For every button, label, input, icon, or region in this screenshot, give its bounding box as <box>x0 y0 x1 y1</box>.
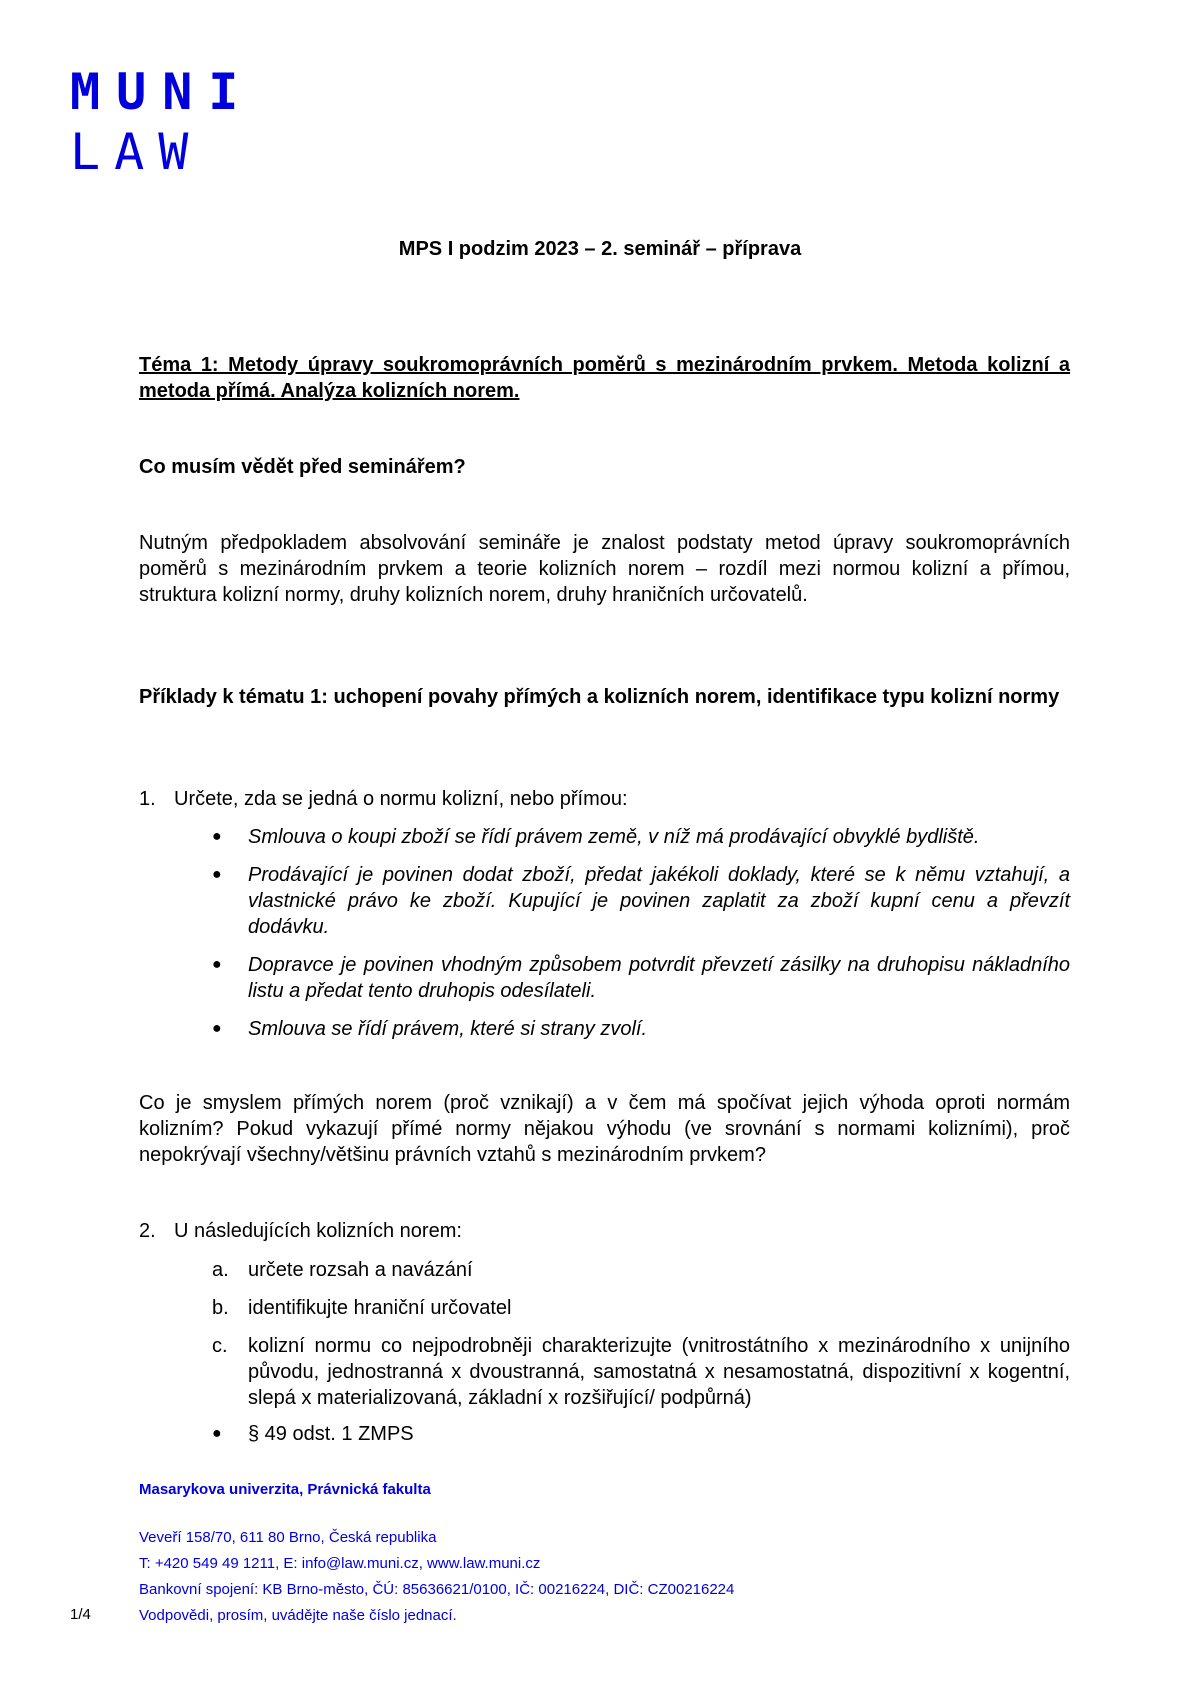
examples-heading: Příklady k tématu 1: uchopení povahy přímých a kolizních norem, identifikace typu kolizní normy <box>139 686 1060 708</box>
page-number: 1/4 <box>70 1606 91 1623</box>
task-1-text: Určete, zda se jedná o normu kolizní, nebo přímou: <box>174 788 628 810</box>
task-2-number: 2. <box>139 1220 156 1242</box>
bullet-icon: ● <box>212 1425 222 1442</box>
task-1-number: 1. <box>139 788 156 810</box>
bullet-icon: ● <box>212 1020 222 1037</box>
task-2-item-letter: c. <box>212 1335 228 1357</box>
task-2-item-text: určete rozsah a navázání <box>248 1259 473 1281</box>
intro-paragraph: Nutným předpokladem absolvování semináře je znalost podstaty metod úpravy soukromoprávních poměrů s mezinárodním prvkem a teorie kolizních norem – rozdíl mezi normou kolizní a přímou, struktura kolizní normy, druhy kolizních norem, druhy hraničních určovatelů. <box>139 532 1070 606</box>
task-1-bullet: Prodávající je povinen dodat zboží, předat jakékoli doklady, které se k němu vztahují, a vlastnické právo ke zboží. Kupující je povinen zaplatit za zboží kupní cenu a převzít dodávku. <box>248 864 1070 938</box>
task-1-bullet: Smlouva se řídí právem, které si strany zvolí. <box>248 1018 648 1040</box>
paragraph-direct-norms: Co je smyslem přímých norem (proč vznikají) a v čem má spočívat jejich výhoda oproti normám kolizním? Pokud vykazují přímé normy nějakou výhodu (ve srovnání s normami kolizními), proč nepokrývají všechny/většinu právních vztahů s mezinárodním prvkem? <box>139 1092 1070 1166</box>
topic-heading: Téma 1: Metody úpravy soukromoprávních poměrů s mezinárodním prvkem. Metoda kolizní a metoda přímá. Analýza kolizních norem. <box>139 354 1070 402</box>
task-2-text: U následujících kolizních norem: <box>174 1220 462 1242</box>
muni-law-logo <box>70 62 254 182</box>
task-2-item-letter: b. <box>212 1297 229 1319</box>
task-2-item-letter: a. <box>212 1259 229 1281</box>
task-1-bullet: Dopravce je povinen vhodným způsobem potvrdit převzetí zásilky na druhopisu nákladního listu a předat tento druhopis odesílateli. <box>248 954 1070 1002</box>
logo-law: LAW <box>70 123 203 181</box>
document-title: MPS I podzim 2023 – 2. seminář – příprava <box>398 238 802 260</box>
task-1-bullet: Smlouva o koupi zboží se řídí právem země, v níž má prodávající obvyklé bydliště. <box>248 826 980 848</box>
logo-muni: MUNI <box>70 63 255 121</box>
bullet-icon: ● <box>212 866 222 883</box>
bullet-icon: ● <box>212 828 222 845</box>
footer-contact: T: +420 549 49 1211, E: info@law.muni.cz, www.law.muni.cz <box>139 1555 541 1572</box>
question-heading: Co musím vědět před seminářem? <box>139 456 466 478</box>
footer-org: Masarykova univerzita, Právnická fakulta <box>139 1481 431 1498</box>
task-2-bullet: § 49 odst. 1 ZMPS <box>248 1423 414 1445</box>
task-2-item-text: kolizní normu co nejpodrobněji charakterizujte (vnitrostátního x mezinárodního x unijního původu, jednostranná x dvoustranná, samostatná x nesamostatná, dispozitivní x kogentní, slepá x materializovaná, základní x rozšiřující/ podpůrná) <box>248 1335 1070 1409</box>
task-2-item-text: identifikujte hraniční určovatel <box>248 1297 512 1319</box>
bullet-icon: ● <box>212 956 222 973</box>
footer-note: Vodpovědi, prosím, uvádějte naše číslo jednací. <box>139 1607 457 1624</box>
footer-bank: Bankovní spojení: KB Brno-město, ČÚ: 85636621/0100, IČ: 00216224, DIČ: CZ00216224 <box>139 1581 735 1598</box>
footer-address: Veveří 158/70, 611 80 Brno, Česká republika <box>139 1529 437 1546</box>
